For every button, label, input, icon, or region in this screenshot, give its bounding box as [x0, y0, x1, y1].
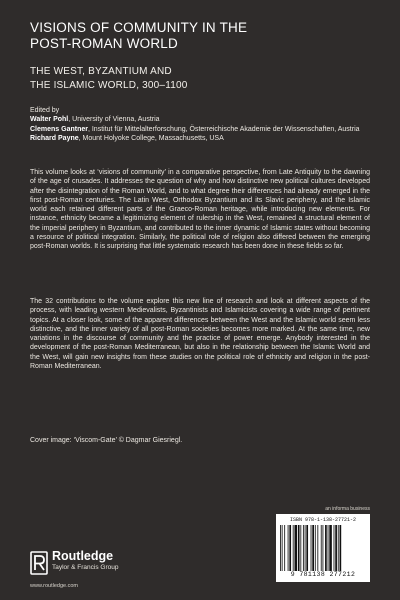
barcode — [276, 514, 370, 582]
isbn-label: ISBN 978-1-138-27721-2 — [289, 517, 356, 523]
blurb-paragraph: This volume looks at ‘visions of community’ in a comparative perspective, from Late Antiquity to the dawning of the age of crusades. It addresses the question of why and how distinctive new political cultures developed after the disintegration of the Roman World, and to what degree their differences had already emerged in the first post-Roman centuries. The Latin West, Orthodox Byzantium and its Slavic periphery, and the Islamic world each retained different parts of the Graeco-Roman heritage, while introducing new elements. For instance, ethnicity became a legitimizing element of rulership in the West, remained a structural element of the imperial periphery in Byzantium, and contributed to the inner dynamic of Islamic states without becoming a resource of political integration. Similarly, the political role of religion also differed between the emerging post-Roman worlds. It is surprising that little systematic research has been done in these fields so far. — [30, 169, 370, 251]
barcode-digits: 9 781138 277212 — [290, 571, 356, 578]
routledge-logo-icon — [30, 551, 48, 575]
editor-entry — [30, 126, 370, 135]
blurb-paragraph: The 32 contributions to the volume explore this new line of research and look at different aspects of the process, with leading western Medievalists, Byzantinists and Islamicists covering a wide range of pertinent topics. At a closer look, some of the apparent differences between the West and the Islamic world seem less distinctive, and the inner variety of all post-Roman societies becomes more marked. At the same time, new variations in the discourse of community and the practice of power emerge. Anybody interested in the development of the post-Roman Mediterranean, but also in the relationship between the Islamic World and the West, will gain new insights from these studies on the political role of ethnicity and religion in the post-Roman Mediterranean. — [30, 298, 370, 371]
publisher-url: www.routledge.com — [30, 583, 78, 589]
editor-affiliation: , Mount Holyoke College, Massachusetts, USA — [78, 134, 224, 142]
editor-entry — [30, 135, 370, 144]
editor-affiliation: , Institut für Mittelalterforschung, Österreichische Akademie der Wissenschaften, Austria — [87, 125, 360, 133]
cover-image-credit: Cover image: ‘Viscom-Gate’ © Dagmar Giesriegl. — [30, 437, 183, 444]
editor-name: Walter Pohl — [30, 116, 69, 124]
editor-name: Richard Payne — [30, 134, 79, 142]
barcode-bars — [280, 525, 366, 571]
book-subtitle: THE WEST, BYZANTIUM AND THE ISLAMIC WORLD, 300–1100 — [30, 66, 188, 91]
editor-name: Clemens Gantner — [30, 125, 88, 133]
book-title: VISIONS OF COMMUNITY IN THE POST-ROMAN WORLD — [30, 20, 248, 51]
editor-entry — [30, 116, 370, 125]
editor-affiliation: , University of Vienna, Austria — [68, 116, 160, 124]
publisher-group: Taylor & Francis Group — [52, 564, 119, 571]
informa-business-label: an informa business — [325, 506, 370, 512]
edited-by-label: Edited by — [30, 107, 60, 114]
publisher-name: Routledge — [52, 549, 114, 563]
editors-block — [30, 107, 370, 144]
